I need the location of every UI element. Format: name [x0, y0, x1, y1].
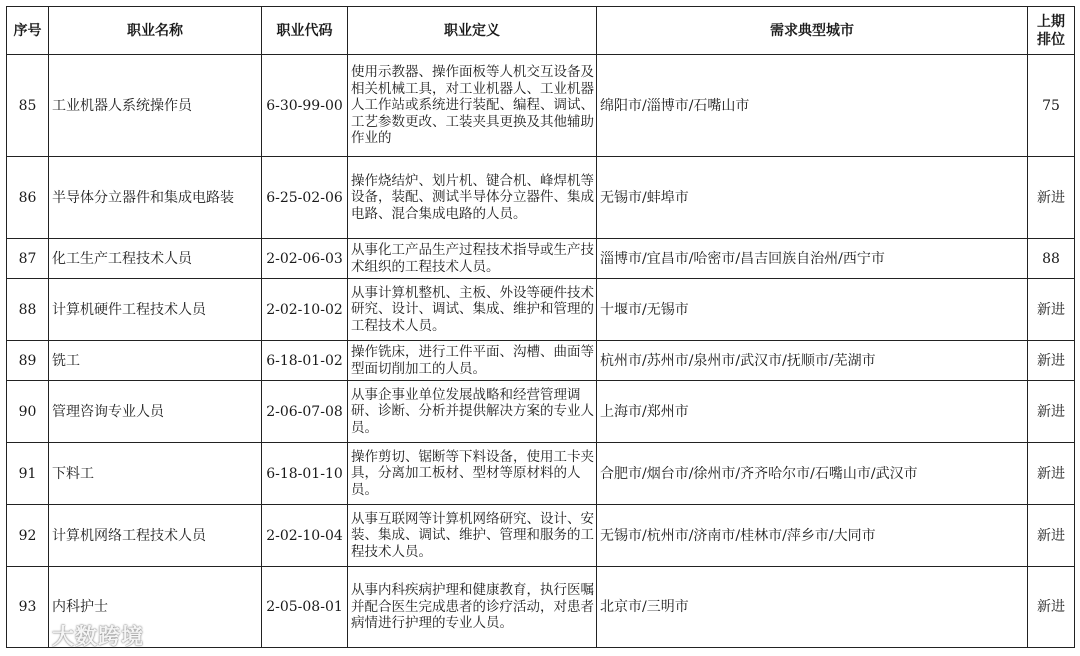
table-row: [7, 505, 1075, 567]
occupation-definition: 使用示教器、操作面板等人机交互设备及相关机械工具，对工业机器人、工业机器人工作站或系统进行装配、编程、调试、工艺参数更改、工装夹具更换及其他辅助作业的: [348, 55, 597, 157]
occupation-definition: 从事内科疾病护理和健康教育，执行医嘱并配合医生完成患者的诊疗活动，对患者病情进行护理的专业人员。: [348, 567, 597, 648]
demand-cities: 十堰市/无锡市: [597, 279, 1028, 341]
occupation-name: 计算机硬件工程技术人员: [49, 279, 262, 341]
prev-rank: 新进: [1028, 279, 1075, 341]
occupation-code: 2-06-07-08: [262, 381, 348, 443]
demand-cities: 上海市/郑州市: [597, 381, 1028, 443]
header-num: 序号: [7, 7, 49, 55]
occupation-definition: 操作铣床，进行工件平面、沟槽、曲面等型面切削加工的人员。: [348, 341, 597, 381]
header-row: [7, 7, 1075, 55]
header-code: 职业代码: [262, 7, 348, 55]
occupation-definition: 从事化工产品生产过程技术指导或生产技术组织的工程技术人员。: [348, 239, 597, 279]
table-row: [7, 567, 1075, 648]
occupation-name: 铣工: [49, 341, 262, 381]
header-prev-rank: 上期排位: [1028, 7, 1075, 55]
prev-rank: 新进: [1028, 381, 1075, 443]
occupation-definition: 操作剪切、锯断等下料设备，使用工卡夹具，分离加工板材、型材等原材料的人员。: [348, 443, 597, 505]
occupation-definition: 操作烧结炉、划片机、键合机、峰焊机等设备，装配、测试半导体分立器件、集成电路、混合集成电路的人员。: [348, 157, 597, 239]
occupation-code: 6-18-01-10: [262, 443, 348, 505]
occupation-code: 6-30-99-00: [262, 55, 348, 157]
occupation-name: 工业机器人系统操作员: [49, 55, 262, 157]
table-row: [7, 443, 1075, 505]
row-num: 86: [7, 157, 49, 239]
row-num: 93: [7, 567, 49, 648]
watermark-text: 大数跨境: [52, 625, 145, 650]
row-num: 88: [7, 279, 49, 341]
demand-cities: 合肥市/烟台市/徐州市/齐齐哈尔市/石嘴山市/武汉市: [597, 443, 1028, 505]
occupation-code: 2-02-06-03: [262, 239, 348, 279]
row-num: 85: [7, 55, 49, 157]
occupation-definition: 从事计算机整机、主板、外设等硬件技术研究、设计、调试、集成、维护和管理的工程技术人员。: [348, 279, 597, 341]
header-definition: 职业定义: [348, 7, 597, 55]
watermark: [10, 620, 144, 651]
row-num: 89: [7, 341, 49, 381]
prev-rank: 新进: [1028, 341, 1075, 381]
occupation-code: 2-02-10-02: [262, 279, 348, 341]
prev-rank: 新进: [1028, 567, 1075, 648]
demand-cities: 绵阳市/淄博市/石嘴山市: [597, 55, 1028, 157]
header-name: 职业名称: [49, 7, 262, 55]
occupation-name: 内科护士: [49, 567, 262, 648]
brand-logo-icon: [10, 625, 46, 647]
occupation-name: 下料工: [49, 443, 262, 505]
prev-rank: 75: [1028, 55, 1075, 157]
demand-cities: 杭州市/苏州市/泉州市/武汉市/抚顺市/芜湖市: [597, 341, 1028, 381]
table-row: [7, 55, 1075, 157]
table-row: [7, 239, 1075, 279]
occupation-code: 2-05-08-01: [262, 567, 348, 648]
occupation-name: 计算机网络工程技术人员: [49, 505, 262, 567]
occupation-code: 6-25-02-06: [262, 157, 348, 239]
occupation-name: 管理咨询专业人员: [49, 381, 262, 443]
table-row: [7, 157, 1075, 239]
prev-rank: 新进: [1028, 443, 1075, 505]
row-num: 87: [7, 239, 49, 279]
occupation-name: 化工生产工程技术人员: [49, 239, 262, 279]
row-num: 91: [7, 443, 49, 505]
row-num: 90: [7, 381, 49, 443]
row-num: 92: [7, 505, 49, 567]
demand-cities: 淄博市/宜昌市/哈密市/昌吉回族自治州/西宁市: [597, 239, 1028, 279]
header-cities: 需求典型城市: [597, 7, 1028, 55]
occupation-definition: 从事企事业单位发展战略和经营管理调研、诊断、分析并提供解决方案的专业人员。: [348, 381, 597, 443]
prev-rank: 88: [1028, 239, 1075, 279]
table-row: [7, 341, 1075, 381]
table-row: [7, 381, 1075, 443]
prev-rank: 新进: [1028, 157, 1075, 239]
table-row: [7, 279, 1075, 341]
prev-rank: 新进: [1028, 505, 1075, 567]
demand-cities: 无锡市/蚌埠市: [597, 157, 1028, 239]
occupation-table: [6, 6, 1075, 648]
occupation-code: 6-18-01-02: [262, 341, 348, 381]
occupation-definition: 从事互联网等计算机网络研究、设计、安装、集成、调试、维护、管理和服务的工程技术人员。: [348, 505, 597, 567]
occupation-code: 2-02-10-04: [262, 505, 348, 567]
occupation-name: 半导体分立器件和集成电路装: [49, 157, 262, 239]
demand-cities: 北京市/三明市: [597, 567, 1028, 648]
demand-cities: 无锡市/杭州市/济南市/桂林市/萍乡市/大同市: [597, 505, 1028, 567]
